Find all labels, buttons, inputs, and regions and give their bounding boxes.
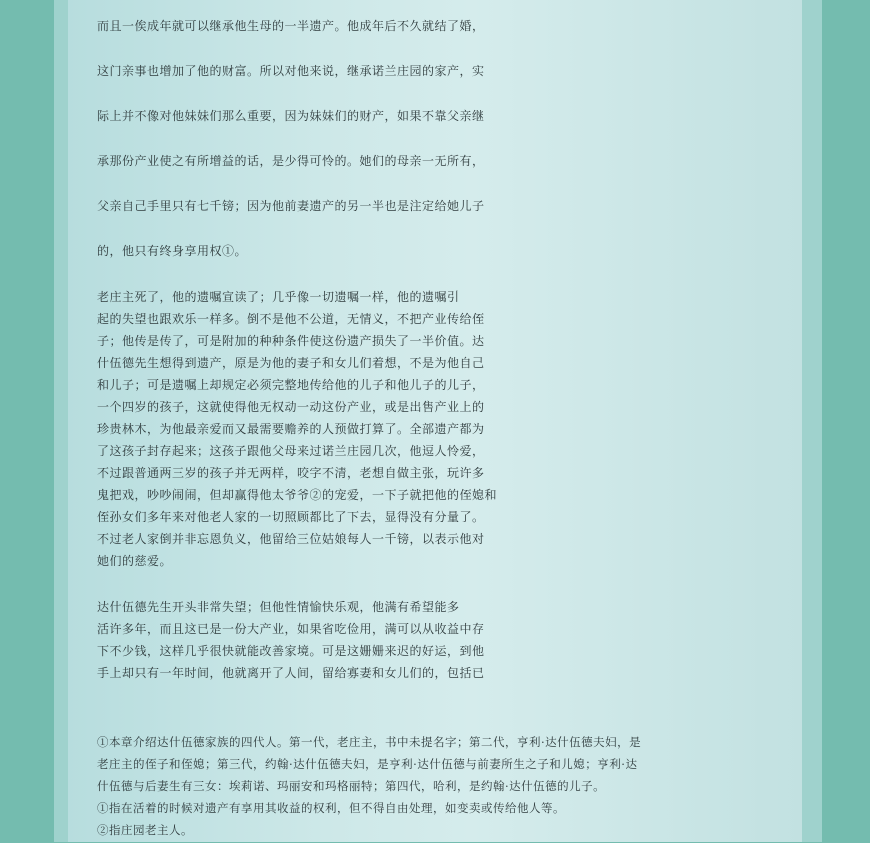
text-line: 这门亲事也增加了他的财富。所以对他来说，继承诺兰庄园的家产，实 (97, 64, 485, 78)
text-line: 不过老人家倒并非忘恩负义，他留给三位姑娘每人一千镑，以表示他对 (97, 532, 485, 546)
footnote-line: ①本章介绍达什伍德家族的四代人。第一代，老庄主，书中未提名字；第二代，亨利·达什伍德夫妇，是 (97, 735, 642, 749)
footnote-line: 什伍德与后妻生有三女：埃莉诺、玛丽安和玛格丽特；第四代，哈利，是约翰·达什伍德的儿子。 (97, 779, 606, 793)
text-line: 起的失望也跟欢乐一样多。倒不是他不公道，无情义，不把产业传给侄 (97, 312, 485, 326)
document-page (68, 0, 802, 842)
text-line: 承那份产业使之有所增益的话，是少得可怜的。她们的母亲一无所有， (97, 154, 485, 168)
footnote-line: ②指庄园老主人。 (97, 823, 193, 837)
text-line: 际上并不像对他妹妹们那么重要，因为妹妹们的财产，如果不靠父亲继 (97, 109, 485, 123)
text-line: 她们的慈爱。 (97, 554, 173, 568)
paragraph-3 (97, 598, 485, 686)
page-frame (54, 0, 822, 842)
text-line: 老庄主死了，他的遗嘱宣读了；几乎像一切遗嘱一样，他的遗嘱引 (97, 290, 460, 304)
paragraph-2 (97, 288, 497, 574)
text-line: 父亲自己手里只有七千镑；因为他前妻遗产的另一半也是注定给她儿子 (97, 199, 485, 213)
paragraph-1 (97, 18, 485, 288)
footnotes (97, 733, 641, 843)
text-line: 和儿子；可是遗嘱上却规定必须完整地传给他的儿子和他儿子的儿子， (97, 378, 485, 392)
text-line: 而且一俟成年就可以继承他生母的一半遗产。他成年后不久就结了婚， (97, 19, 485, 33)
text-line: 的，他只有终身享用权①。 (97, 244, 248, 258)
text-line: 活许多年，而且这已是一份大产业，如果省吃俭用，满可以从收益中存 (97, 622, 485, 636)
footnote-line: 老庄主的侄子和侄媳；第三代，约翰·达什伍德夫妇，是亨利·达什伍德与前妻所生之子和儿媳；亨利·达 (97, 757, 638, 771)
text-line: 鬼把戏，吵吵闹闹，但却赢得他太爷爷②的宠爱，一下子就把他的侄媳和 (97, 488, 498, 502)
text-line: 手上却只有一年时间，他就离开了人间，留给寡妻和女儿们的，包括已 (97, 666, 485, 680)
text-line: 子；他传是传了，可是附加的种种条件使这份遗产损失了一半价值。达 (97, 334, 485, 348)
text-line: 珍贵林木，为他最亲爱而又最需要赡养的人预做打算了。全部遗产都为 (97, 422, 485, 436)
footnote-line: ①指在活着的时候对遗产有享用其收益的权利，但不得自由处理，如变卖或传给他人等。 (97, 801, 565, 815)
text-line: 下不少钱，这样几乎很快就能改善家境。可是这姗姗来迟的好运，到他 (97, 644, 485, 658)
text-line: 侄孙女们多年来对他老人家的一切照顾都比了下去，显得没有分量了。 (97, 510, 485, 524)
text-line: 达什伍德先生开头非常失望；但他性情愉快乐观，他满有希望能多 (97, 600, 460, 614)
text-line: 了这孩子封存起来；这孩子跟他父母来过诺兰庄园几次，他逗人怜爱， (97, 444, 485, 458)
text-line: 不过跟普通两三岁的孩子并无两样，咬字不清，老想自做主张，玩许多 (97, 466, 485, 480)
text-line: 一个四岁的孩子，这就使得他无权动一动这份产业，或是出售产业上的 (97, 400, 485, 414)
text-line: 什伍德先生想得到遗产，原是为他的妻子和女儿们着想，不是为他自己 (97, 356, 485, 370)
